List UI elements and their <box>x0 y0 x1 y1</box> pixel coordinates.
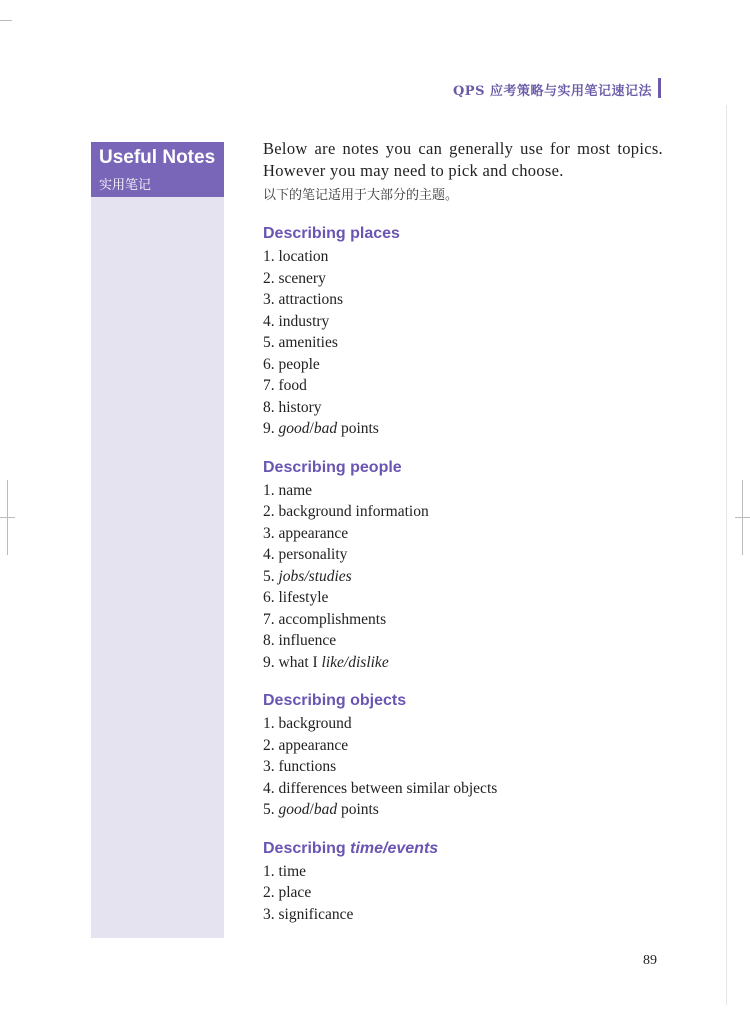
header-bar <box>658 78 661 98</box>
list-item: 8. influence <box>263 632 337 649</box>
list-item <box>263 652 663 674</box>
heading-italic: time/events <box>350 839 439 857</box>
main-content <box>263 138 663 925</box>
list-item: 6. people <box>263 355 320 373</box>
list-item <box>263 418 663 440</box>
crop-mark-left-h <box>0 517 15 518</box>
running-header: QPS 应考策略与实用笔记速记法 <box>452 84 652 99</box>
item-italic: like <box>321 653 344 671</box>
list-item: 5. amenities <box>263 334 338 351</box>
list-item: 4. differences between similar objects <box>263 779 498 797</box>
list-item: 7. food <box>263 377 307 394</box>
places-list <box>263 246 663 440</box>
list-item: 2. appearance <box>263 736 349 754</box>
list-item: 6. lifestyle <box>263 589 329 606</box>
list-item: 3. attractions <box>263 291 344 308</box>
list-item <box>263 566 663 588</box>
list-item: 4. industry <box>263 312 330 330</box>
item-italic: dislike <box>348 653 389 671</box>
crop-mark-right-h <box>735 517 750 518</box>
list-item: 4. personality <box>263 546 348 563</box>
item-suffix: points <box>337 801 379 818</box>
list-item: 7. accomplishments <box>263 610 387 628</box>
page-number: 89 <box>643 953 657 968</box>
section-heading: Describing people <box>263 458 402 476</box>
list-item: 3. significance <box>263 905 354 923</box>
side-title-zh: 实用笔记 <box>99 178 152 193</box>
item-slash: / <box>304 567 309 585</box>
item-prefix: 9. what I <box>263 653 322 671</box>
heading-prefix: Describing <box>263 839 351 857</box>
list-item: 2. background information <box>263 503 429 520</box>
list-item: 2. scenery <box>263 269 326 287</box>
side-title-box <box>91 142 224 197</box>
list-item <box>263 799 663 821</box>
section-places <box>263 224 663 440</box>
intro-text: Below are notes you can generally use for most topics. However you may need to pick and choose. <box>263 139 663 180</box>
item-suffix: points <box>337 420 379 437</box>
item-italic: studies <box>308 567 352 585</box>
item-prefix: 9. <box>263 420 279 437</box>
side-panel <box>91 142 224 938</box>
list-item: 3. appearance <box>263 524 349 542</box>
list-item: 1. name <box>263 481 313 499</box>
item-italic: good <box>278 420 310 437</box>
item-prefix: 5. <box>263 567 279 585</box>
item-prefix: 5. <box>263 801 279 818</box>
item-slash: / <box>309 420 314 437</box>
section-heading: Describing objects <box>263 692 407 709</box>
list-item: 1. location <box>263 248 329 265</box>
time-list <box>263 861 663 926</box>
section-objects <box>263 691 663 821</box>
section-heading: Describing places <box>263 225 400 242</box>
list-item: 2. place <box>263 884 312 901</box>
intro-zh: 以下的笔记适用于大部分的主题。 <box>263 188 459 203</box>
section-people <box>263 458 663 674</box>
item-italic: good <box>278 801 310 818</box>
section-time-events <box>263 839 663 926</box>
side-title-en: Useful Notes <box>99 147 216 168</box>
crop-mark-top-left <box>0 20 12 21</box>
list-item: 3. functions <box>263 758 337 775</box>
item-italic: bad <box>313 420 338 437</box>
objects-list <box>263 713 663 821</box>
list-item: 1. background <box>263 715 352 732</box>
list-item: 1. time <box>263 862 307 880</box>
people-list <box>263 480 663 674</box>
list-item: 8. history <box>263 398 322 416</box>
item-italic: bad <box>313 801 338 818</box>
item-slash: / <box>309 801 314 818</box>
section-heading <box>263 839 663 859</box>
page-edge-right <box>726 105 727 1005</box>
item-slash: / <box>343 653 349 671</box>
item-italic: jobs <box>278 567 305 585</box>
